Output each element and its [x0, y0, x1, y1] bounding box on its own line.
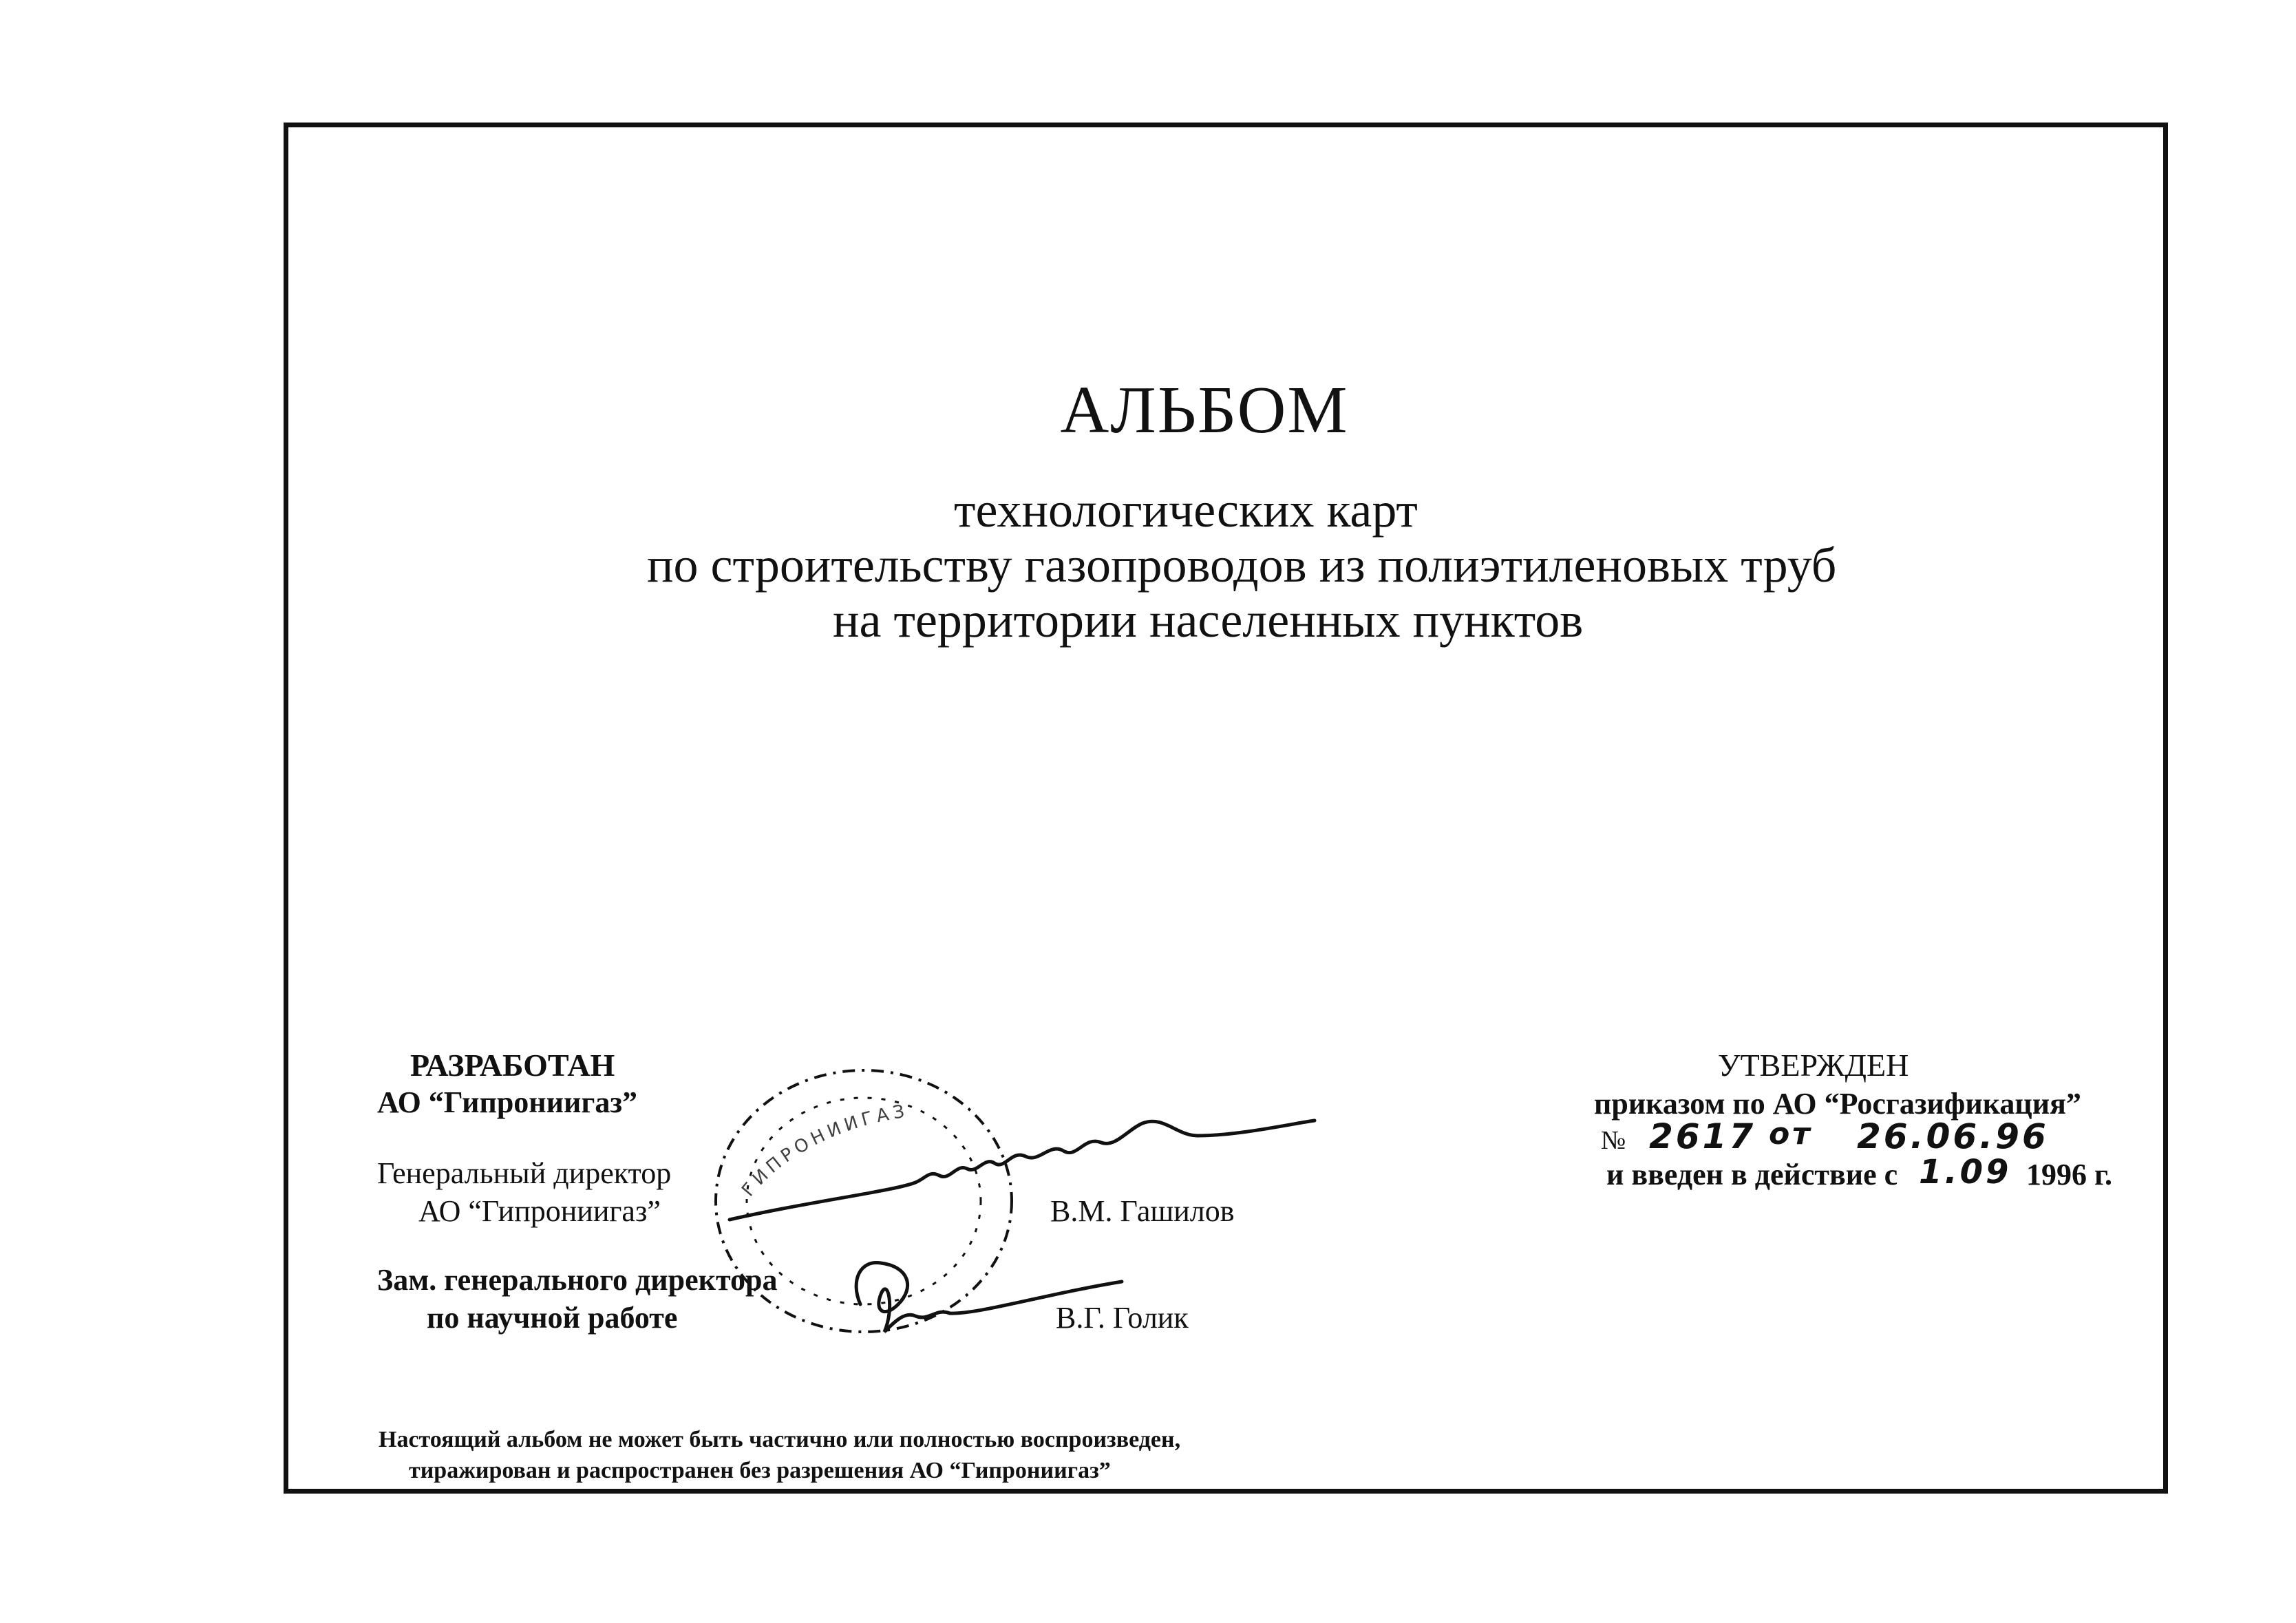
director-name: В.М. Гашилов [1050, 1194, 1235, 1228]
approved-heading: УТВЕРЖДЕН [1718, 1048, 1909, 1083]
approved-effective-prefix: и введен в действие с [1606, 1158, 1898, 1191]
developed-organization: АО “Гипрониигаз” [377, 1085, 638, 1119]
approved-number-sign: № [1601, 1126, 1626, 1155]
approved-order-number: 2617 [1649, 1116, 1756, 1156]
developed-heading: РАЗРАБОТАН [410, 1048, 615, 1083]
director-title-line1: Генеральный директор [377, 1156, 672, 1190]
approved-from-word: от [1769, 1116, 1813, 1152]
deputy-title-line1: Зам. генерального директора [377, 1263, 778, 1297]
stamp-text: ГИПРОНИИГАЗ [738, 1101, 911, 1201]
approved-effective-date: 1.09 [1919, 1153, 2012, 1191]
deputy-name: В.Г. Голик [1056, 1301, 1189, 1335]
copyright-notice-line2: тиражирован и распространен без разрешения АО “Гипрониигаз” [409, 1458, 1111, 1483]
director-title-line2: АО “Гипрониигаз” [418, 1194, 661, 1228]
approved-order-date: 26.06.96 [1857, 1116, 2049, 1156]
copyright-notice-line1: Настоящий альбом не может быть частично или полностью воспроизведен, [379, 1427, 1181, 1452]
deputy-title-line2: по научной работе [427, 1301, 678, 1335]
approved-effective-year: 1996 г. [2026, 1158, 2113, 1191]
approved-order-line: приказом по АО “Росгазификация” [1594, 1087, 2081, 1121]
album-subtitle-line1: технологических карт [954, 482, 1418, 538]
album-subtitle-line3: на территории населенных пунктов [833, 593, 1584, 648]
album-subtitle-line2: по строительству газопроводов из полиэтиленовых труб [647, 538, 1837, 593]
album-title: АЛЬБОМ [1060, 373, 1349, 447]
